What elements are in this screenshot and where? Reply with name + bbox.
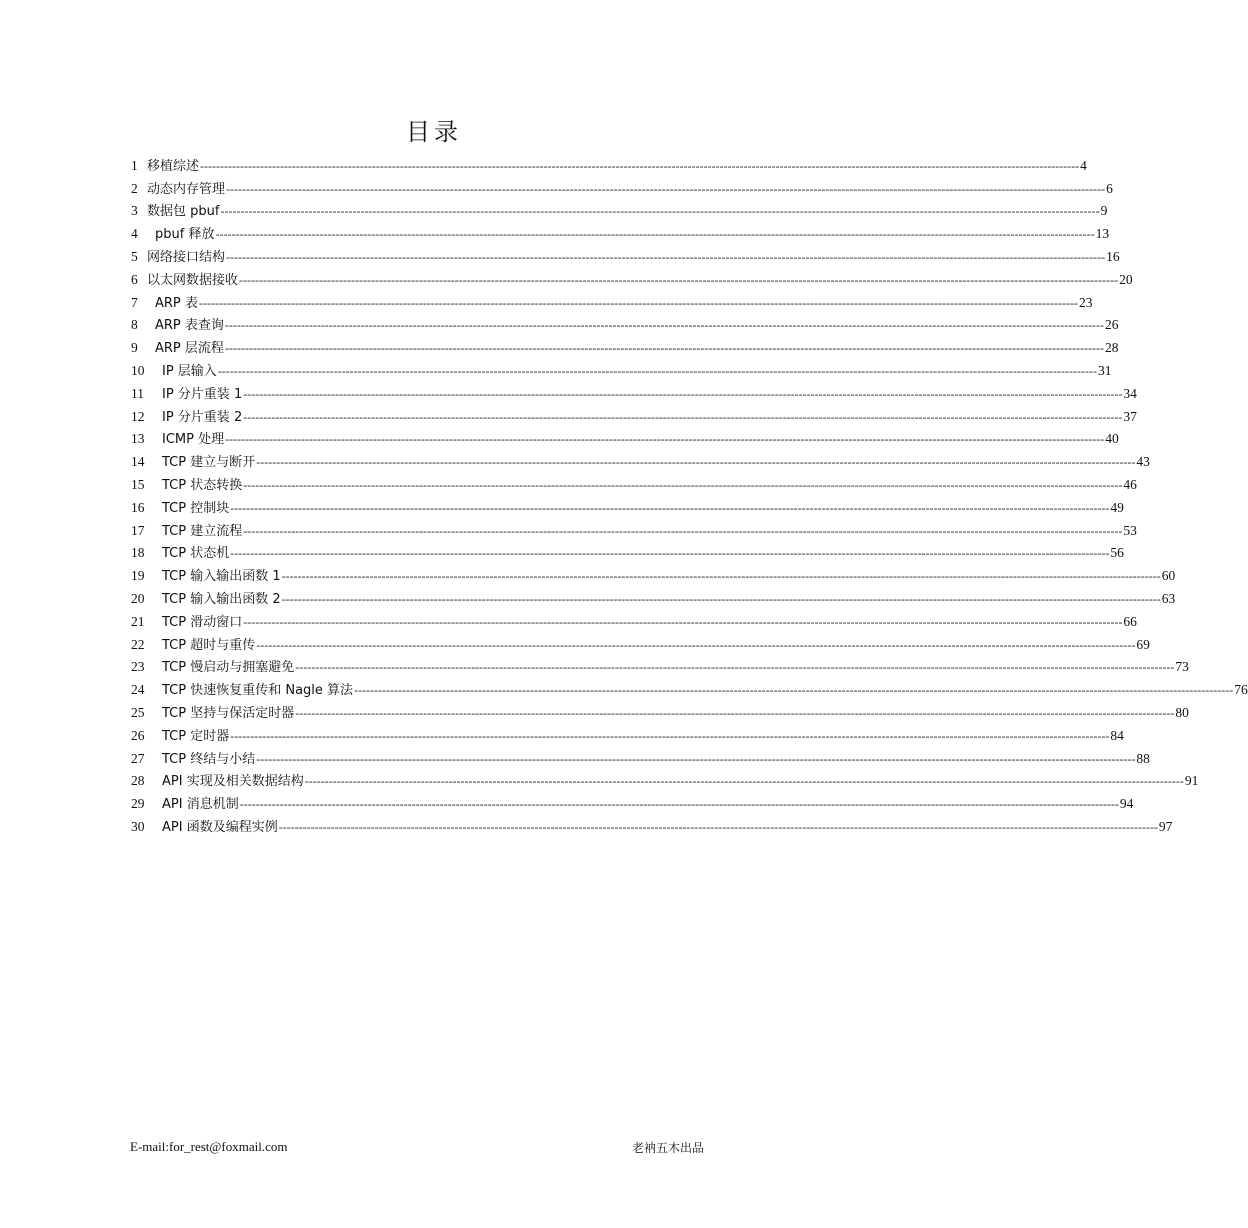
toc-dot-leader: ---------------------------------------------------------------------------------------------------------------------------------------------------------------------------------------------------------------------------- (295, 660, 1175, 675)
toc-entry-title: ICMP 处理 (162, 432, 225, 448)
toc-dot-leader: ---------------------------------------------------------------------------------------------------------------------------------------------------------------------------------------------------------------------------- (230, 728, 1110, 743)
toc-entry[interactable] (131, 197, 1108, 220)
toc-entry-number: 18 (131, 545, 145, 561)
toc-entry-title: 移植综述 (147, 158, 200, 174)
toc-entry[interactable] (131, 767, 1199, 790)
toc-dot-leader: ---------------------------------------------------------------------------------------------------------------------------------------------------------------------------------------------------------------------------- (278, 819, 1158, 834)
toc-dot-leader: ---------------------------------------------------------------------------------------------------------------------------------------------------------------------------------------------------------------------------- (295, 705, 1175, 720)
toc-entry-title: TCP 输入输出函数 1 (162, 569, 281, 585)
toc-entry-number: 11 (131, 385, 144, 401)
toc-dot-leader: ---------------------------------------------------------------------------------------------------------------------------------------------------------------------------------------------------------------------------- (239, 272, 1119, 287)
toc-dot-leader: ---------------------------------------------------------------------------------------------------------------------------------------------------------------------------------------------------------------------------- (243, 386, 1123, 401)
toc-entry-title: TCP 定时器 (162, 728, 230, 744)
toc-entry[interactable] (131, 789, 1134, 813)
toc-entry-title: IP 分片重装 2 (162, 409, 243, 425)
toc-entry-title: API 函数及编程实例 (162, 819, 278, 835)
toc-entry-number: 27 (131, 750, 145, 766)
toc-entry-number: 24 (131, 682, 145, 698)
toc-entry[interactable] (131, 447, 1150, 471)
toc-dot-leader: ---------------------------------------------------------------------------------------------------------------------------------------------------------------------------------------------------------------------------- (243, 614, 1123, 629)
toc-dot-leader: ---------------------------------------------------------------------------------------------------------------------------------------------------------------------------------------------------------------------------- (217, 363, 1097, 378)
table-of-contents (131, 151, 1248, 835)
toc-dot-leader: ---------------------------------------------------------------------------------------------------------------------------------------------------------------------------------------------------------------------------- (230, 546, 1110, 561)
toc-entry-page: 66 (1123, 613, 1137, 629)
toc-dot-leader: ---------------------------------------------------------------------------------------------------------------------------------------------------------------------------------------------------------------------------- (200, 158, 1080, 173)
toc-entry-title: 动态内存管理 (147, 181, 226, 197)
toc-entry-page: 28 (1105, 340, 1119, 356)
toc-entry-page: 40 (1105, 431, 1119, 447)
toc-entry[interactable] (131, 812, 1173, 835)
toc-entry[interactable] (131, 539, 1124, 562)
toc-entry-title: 以太网数据接收 (147, 272, 239, 288)
toc-dot-leader: ---------------------------------------------------------------------------------------------------------------------------------------------------------------------------------------------------------------------------- (226, 181, 1106, 196)
toc-entry[interactable] (131, 242, 1120, 265)
toc-entry-title: ARP 表查询 (155, 318, 224, 334)
toc-entry-title: TCP 慢启动与拥塞避免 (162, 660, 295, 676)
toc-entry-number: 19 (131, 568, 145, 584)
toc-entry-page: 80 (1175, 704, 1189, 720)
toc-dot-leader: ---------------------------------------------------------------------------------------------------------------------------------------------------------------------------------------------------------------------------- (226, 249, 1106, 264)
toc-entry[interactable] (131, 721, 1124, 744)
toc-entry-title: TCP 终结与小结 (162, 751, 256, 767)
toc-entry-number: 6 (131, 271, 138, 287)
toc-entry-page: 20 (1119, 271, 1133, 287)
toc-entry-title: 数据包 pbuf (147, 204, 220, 220)
toc-entry-page: 63 (1161, 590, 1176, 606)
toc-dot-leader: ---------------------------------------------------------------------------------------------------------------------------------------------------------------------------------------------------------------------------- (304, 774, 1184, 789)
toc-entry-title: TCP 控制块 (162, 500, 230, 516)
toc-entry[interactable] (131, 333, 1119, 357)
toc-dot-leader: ---------------------------------------------------------------------------------------------------------------------------------------------------------------------------------------------------------------------------- (225, 432, 1105, 447)
toc-entry-number: 21 (131, 613, 145, 629)
toc-entry-page: 46 (1123, 476, 1137, 492)
toc-entry-page: 26 (1105, 317, 1119, 333)
toc-entry-number: 20 (131, 590, 145, 606)
toc-entry[interactable] (131, 356, 1112, 379)
toc-entry[interactable] (131, 607, 1137, 630)
toc-entry[interactable] (131, 379, 1137, 402)
toc-entry[interactable] (131, 516, 1137, 539)
toc-entry-title: TCP 坚持与保活定时器 (162, 705, 295, 721)
toc-entry-number: 13 (131, 431, 145, 447)
toc-entry-title: ARP 表 (155, 295, 198, 311)
toc-dot-leader: ---------------------------------------------------------------------------------------------------------------------------------------------------------------------------------------------------------------------------- (215, 227, 1095, 242)
toc-entry-title: TCP 滑动窗口 (162, 614, 243, 630)
footer-email: E-mail:for_rest@foxmail.com (130, 1139, 288, 1154)
toc-entry-number: 15 (131, 476, 145, 492)
toc-entry[interactable] (131, 219, 1110, 243)
toc-entry-page: 31 (1097, 362, 1112, 378)
toc-entry-number: 5 (131, 248, 138, 264)
toc-dot-leader: ---------------------------------------------------------------------------------------------------------------------------------------------------------------------------------------------------------------------------- (256, 455, 1136, 470)
toc-dot-leader: ---------------------------------------------------------------------------------------------------------------------------------------------------------------------------------------------------------------------------- (243, 477, 1123, 492)
toc-entry-number: 17 (131, 522, 145, 538)
toc-entry[interactable] (131, 151, 1087, 174)
toc-entry-number: 28 (131, 773, 145, 789)
toc-dot-leader: ---------------------------------------------------------------------------------------------------------------------------------------------------------------------------------------------------------------------------- (243, 409, 1123, 424)
toc-dot-leader: ---------------------------------------------------------------------------------------------------------------------------------------------------------------------------------------------------------------------------- (354, 683, 1234, 698)
toc-entry[interactable] (131, 584, 1176, 607)
toc-entry-title: TCP 输入输出函数 2 (162, 591, 281, 607)
toc-entry[interactable] (131, 561, 1176, 585)
toc-entry-title: TCP 建立与断开 (162, 455, 256, 471)
toc-entry-page: 88 (1136, 750, 1150, 766)
toc-entry-title: 网络接口结构 (147, 249, 226, 265)
toc-dot-leader: ---------------------------------------------------------------------------------------------------------------------------------------------------------------------------------------------------------------------------- (256, 637, 1136, 652)
toc-entry-page: 84 (1110, 727, 1124, 743)
toc-entry[interactable] (131, 288, 1093, 311)
toc-entry-page: 94 (1119, 796, 1134, 812)
toc-entry-number: 7 (131, 294, 138, 310)
toc-entry-number: 23 (131, 659, 145, 675)
toc-entry[interactable] (131, 425, 1119, 448)
toc-entry-number: 4 (131, 226, 138, 242)
toc-dot-leader: ---------------------------------------------------------------------------------------------------------------------------------------------------------------------------------------------------------------------------- (281, 569, 1161, 584)
toc-entry-title: ARP 层流程 (155, 341, 224, 357)
toc-entry-page: 13 (1095, 226, 1110, 242)
toc-entry-number: 12 (131, 408, 145, 424)
toc-entry[interactable] (131, 470, 1137, 493)
toc-entry-title: TCP 状态机 (162, 546, 230, 562)
toc-entry-page: 34 (1123, 385, 1137, 401)
toc-entry-number: 3 (131, 203, 138, 219)
toc-entry-page: 37 (1123, 408, 1137, 424)
toc-dot-leader: ---------------------------------------------------------------------------------------------------------------------------------------------------------------------------------------------------------------------------- (256, 751, 1136, 766)
toc-entry-page: 49 (1110, 499, 1124, 515)
toc-dot-leader: ---------------------------------------------------------------------------------------------------------------------------------------------------------------------------------------------------------------------------- (198, 295, 1079, 310)
toc-entry-number: 8 (131, 317, 138, 333)
toc-entry-title: IP 分片重装 1 (162, 386, 243, 402)
toc-entry[interactable] (131, 698, 1189, 721)
toc-entry-number: 26 (131, 727, 145, 743)
toc-entry[interactable] (131, 630, 1150, 653)
toc-entry-number: 1 (131, 157, 138, 173)
toc-dot-leader: ---------------------------------------------------------------------------------------------------------------------------------------------------------------------------------------------------------------------------- (224, 341, 1105, 356)
toc-entry-title: API 消息机制 (162, 797, 239, 813)
toc-entry-page: 76 (1234, 682, 1248, 698)
toc-entry-page: 53 (1123, 522, 1137, 538)
toc-dot-leader: ---------------------------------------------------------------------------------------------------------------------------------------------------------------------------------------------------------------------------- (281, 591, 1161, 606)
toc-entry-page: 73 (1175, 659, 1189, 675)
toc-title: 目录 (406, 118, 462, 146)
toc-entry-number: 10 (131, 362, 145, 378)
toc-entry-number: 29 (131, 796, 145, 812)
toc-entry-page: 6 (1106, 180, 1113, 196)
toc-entry-page: 43 (1136, 454, 1150, 470)
toc-entry-number: 30 (131, 818, 145, 834)
toc-entry[interactable] (131, 402, 1137, 425)
toc-entry[interactable] (131, 265, 1133, 288)
toc-entry[interactable] (131, 311, 1119, 334)
toc-entry[interactable] (131, 675, 1248, 699)
toc-entry-title: TCP 超时与重传 (162, 637, 256, 653)
toc-entry-number: 9 (131, 340, 138, 356)
toc-entry-page: 91 (1184, 773, 1199, 789)
toc-entry-number: 22 (131, 636, 145, 652)
toc-entry-page: 16 (1106, 248, 1120, 264)
footer-credit: 老衲五木出品 (632, 1141, 705, 1155)
toc-entry-title: pbuf 释放 (155, 227, 215, 243)
toc-entry[interactable] (131, 653, 1189, 676)
toc-entry-title: IP 层输入 (162, 363, 217, 379)
toc-entry[interactable] (131, 744, 1150, 767)
toc-dot-leader: ---------------------------------------------------------------------------------------------------------------------------------------------------------------------------------------------------------------------------- (243, 523, 1123, 538)
toc-dot-leader: ---------------------------------------------------------------------------------------------------------------------------------------------------------------------------------------------------------------------------- (224, 318, 1105, 333)
toc-entry-page: 60 (1161, 568, 1176, 584)
toc-entry-page: 97 (1158, 818, 1173, 834)
toc-entry-page: 69 (1136, 636, 1150, 652)
toc-entry-page: 23 (1079, 294, 1093, 310)
toc-dot-leader: ---------------------------------------------------------------------------------------------------------------------------------------------------------------------------------------------------------------------------- (230, 500, 1110, 515)
toc-entry-number: 14 (131, 454, 145, 470)
toc-entry-page: 4 (1080, 157, 1087, 173)
toc-entry[interactable] (131, 174, 1113, 197)
toc-entry-number: 25 (131, 704, 145, 720)
toc-entry-number: 16 (131, 499, 145, 515)
toc-entry-title: API 实现及相关数据结构 (162, 774, 304, 790)
toc-entry-title: TCP 状态转换 (162, 477, 243, 493)
toc-dot-leader: ---------------------------------------------------------------------------------------------------------------------------------------------------------------------------------------------------------------------------- (239, 797, 1119, 812)
toc-entry[interactable] (131, 493, 1124, 516)
toc-entry-number: 2 (131, 180, 138, 196)
toc-entry-title: TCP 快速恢复重传和 Nagle 算法 (162, 683, 354, 699)
toc-entry-page: 56 (1110, 545, 1124, 561)
toc-entry-title: TCP 建立流程 (162, 523, 243, 539)
toc-entry-page: 9 (1100, 203, 1108, 219)
toc-dot-leader: ---------------------------------------------------------------------------------------------------------------------------------------------------------------------------------------------------------------------------- (220, 204, 1100, 219)
